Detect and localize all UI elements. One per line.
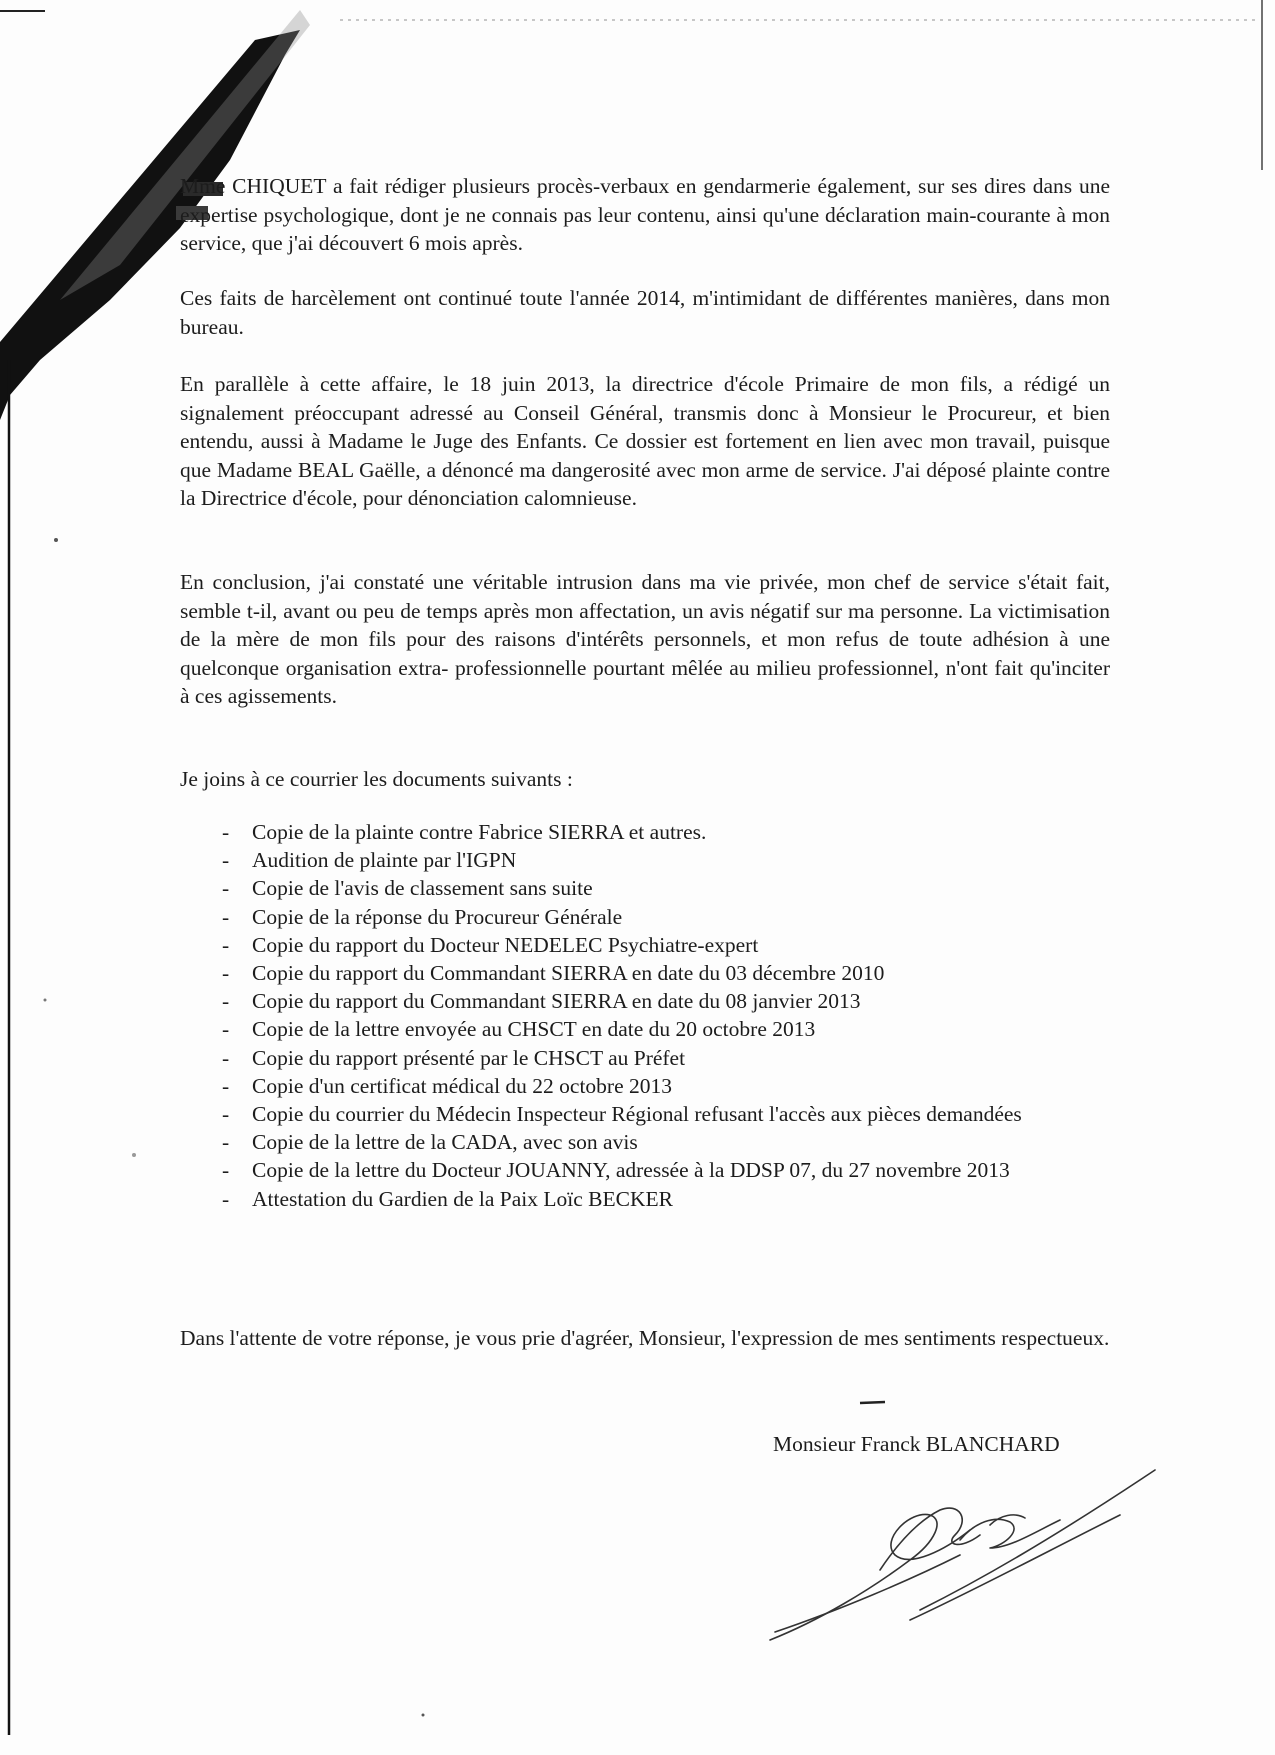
list-item-text: Copie de la lettre du Docteur JOUANNY, adressée à la DDSP 07, du 27 novembre 2013 — [252, 1158, 1010, 1183]
list-item-text: Copie du rapport du Docteur NEDELEC Psychiatre-expert — [252, 932, 759, 957]
paragraph-conclusion: En conclusion, j'ai constaté une véritable intrusion dans ma vie privée, mon chef de service s'était fait, semble t-il, avant ou peu de temps après mon affectation, un avis négatif sur ma personne. La victimisation de la mère de mon fils pour des raisons d'intérêts personnels, et mon refus de toute adhésion à une quelconque organisation extra- professionnelle pourtant mêlée au milieu professionnel, n'ont fait qu'inciter à ces agissements. — [180, 570, 1110, 708]
list-item — [180, 1128, 1110, 1156]
paragraph-harassment-2014: Ces faits de harcèlement ont continué toute l'année 2014, m'intimidant de différentes manières, dans mon bureau. — [180, 286, 1110, 339]
list-bullet: - — [222, 820, 230, 844]
list-item-text: Attestation du Gardien de la Paix Loïc BECKER — [252, 1186, 673, 1211]
list-item — [180, 1015, 1110, 1043]
handwritten-signature — [760, 1460, 1160, 1660]
list-bullet: - — [222, 1102, 230, 1127]
signatory-name: Monsieur Franck BLANCHARD — [773, 1432, 1060, 1456]
list-item-text: Copie de la lettre de la CADA, avec son avis — [252, 1130, 638, 1155]
list-item-text: Copie du rapport présenté par le CHSCT au Préfet — [252, 1045, 686, 1070]
list-bullet: - — [222, 876, 230, 901]
list-item — [180, 1156, 1110, 1184]
paragraph-chiquet-reports: Mme CHIQUET a fait rédiger plusieurs procès-verbaux en gendarmerie également, sur ses dires dans une expertise psychologique, dont je ne connais pas leur contenu, ainsi qu'une déclaration main-courante à mon service, que j'ai découvert 6 mois après. — [180, 174, 1110, 255]
closing-formula: Dans l'attente de votre réponse, je vous prie d'agréer, Monsieur, l'expression de mes sentiments respectueux. — [180, 1326, 1110, 1350]
list-item — [180, 846, 1110, 874]
list-item-text: Audition de plainte par l'IGPN — [252, 848, 517, 873]
list-item-text: Copie du rapport du Commandant SIERRA en date du 08 janvier 2013 — [252, 989, 861, 1014]
list-item-text: Copie de la plainte contre Fabrice SIERRA et autres. — [252, 820, 707, 844]
list-bullet: - — [222, 1186, 230, 1211]
list-item-text: Copie du courrier du Médecin Inspecteur Régional refusant l'accès aux pièces demandées — [252, 1102, 1022, 1127]
scan-small-dash — [860, 1402, 885, 1403]
scan-speck — [54, 538, 58, 542]
list-bullet: - — [222, 848, 230, 873]
scan-speck — [44, 999, 47, 1002]
list-item — [180, 874, 1110, 902]
list-bullet: - — [222, 904, 230, 929]
list-item — [180, 1044, 1110, 1072]
list-item-text: Copie de la réponse du Procureur Générale — [252, 904, 623, 929]
list-item-text: Copie de la lettre envoyée au CHSCT en date du 20 octobre 2013 — [252, 1017, 816, 1042]
list-bullet: - — [222, 1158, 230, 1183]
list-bullet: - — [222, 932, 230, 957]
list-item-text: Copie d'un certificat médical du 22 octobre 2013 — [252, 1073, 673, 1098]
attachments-list — [180, 818, 1110, 1213]
list-item-text: Copie du rapport du Commandant SIERRA en date du 03 décembre 2010 — [252, 961, 885, 986]
list-item — [180, 903, 1110, 931]
paragraph-school-report: En parallèle à cette affaire, le 18 juin 2013, la directrice d'école Primaire de mon fils, a rédigé un signalement préoccupant adressé au Conseil Général, transmis donc à Monsieur le Procureur, et bien entendu, aussi à Madame le Juge des Enfants. Ce dossier est fortement en lien avec mon travail, puisque que Madame BEAL Gaëlle, a dénoncé ma dangerosité avec mon arme de service. J'ai déposé plainte contre la Directrice d'école, pour dénonciation calomnieuse. — [180, 372, 1110, 510]
list-bullet: - — [222, 1073, 230, 1098]
scan-speck — [132, 1153, 136, 1157]
scan-speck — [422, 1714, 425, 1717]
list-item-text: Copie de l'avis de classement sans suite — [252, 876, 593, 901]
list-item — [180, 1100, 1110, 1128]
list-bullet: - — [222, 1130, 230, 1155]
list-item — [180, 959, 1110, 987]
list-item — [180, 818, 1110, 846]
attachments-intro: Je joins à ce courrier les documents suivants : — [180, 767, 573, 791]
list-bullet: - — [222, 961, 230, 986]
list-bullet: - — [222, 1017, 230, 1042]
list-item — [180, 987, 1110, 1015]
list-bullet: - — [222, 989, 230, 1014]
list-item — [180, 1185, 1110, 1213]
list-bullet: - — [222, 1045, 230, 1070]
list-item — [180, 931, 1110, 959]
list-item — [180, 1072, 1110, 1100]
